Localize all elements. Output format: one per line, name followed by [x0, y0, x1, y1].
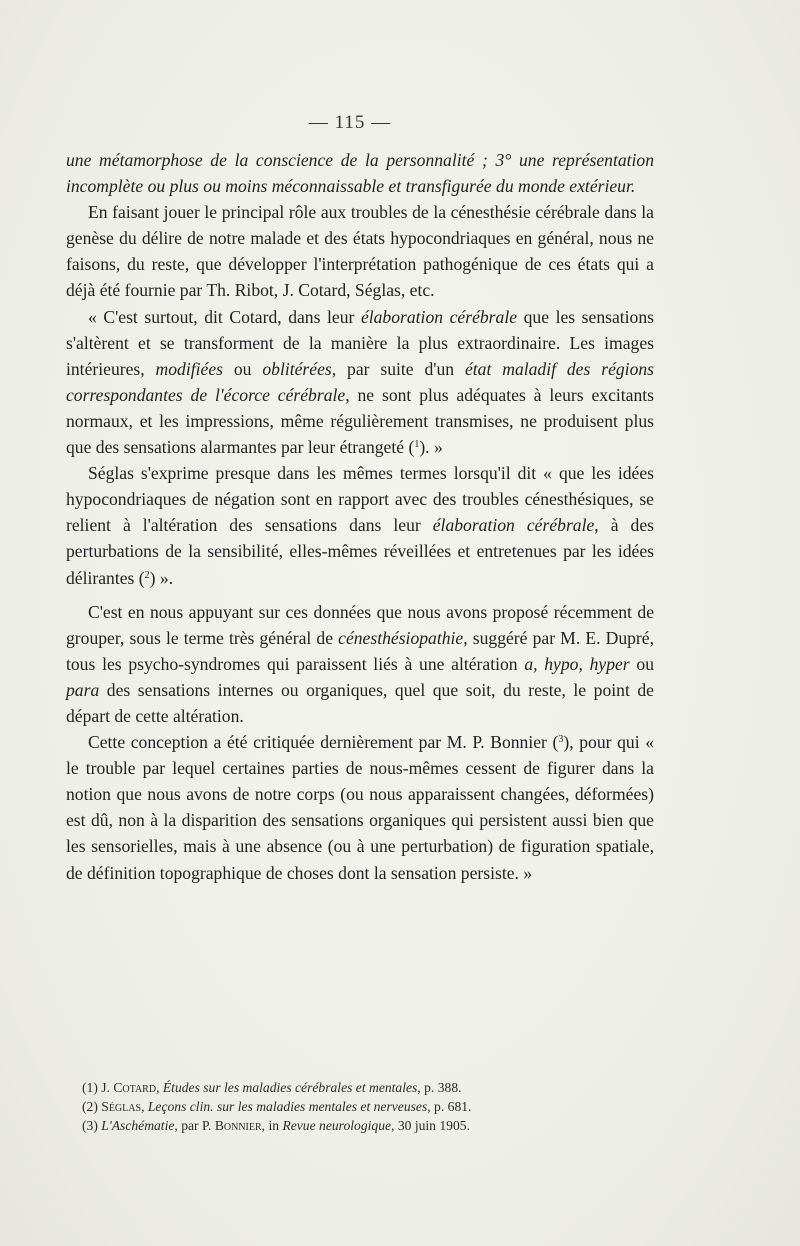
italic-text: modifiées [155, 358, 223, 379]
italic-text: oblitérées [262, 358, 332, 379]
paragraph-3 [66, 304, 654, 461]
italic-text: une métamorphose de la conscience de la personnalité ; 3° une représentation incomplète ou plus ou moins méconnaissable et transfigurée du monde extérieur. [66, 150, 654, 197]
footnote-title: Leçons clin. sur les maladies mentales et nerveuses [147, 1099, 428, 1114]
italic-text: cénesthésiopathie [338, 627, 464, 648]
text-run: En faisant jouer le principal rôle aux troubles de la cénesthésie cérébrale dans la genèse du délire de notre malade et des états hypocondriaques en général, nous ne faisons, du reste, que développer l'interprétation pathogénique de ces états qui a déjà été fournie par Th. Ribot, J. Cotard, Séglas, etc. [66, 202, 654, 301]
text-run: que les sensations s'altèrent et se transforment de la manière la plus extraordinaire. Les images intérieures, [66, 306, 655, 379]
footnote-title: Études sur les maladies cérébrales et mentales [162, 1080, 418, 1095]
footnote-3 [82, 1116, 682, 1135]
footnote-number: (3) [82, 1118, 98, 1133]
paragraph-5 [66, 599, 654, 729]
footnote-author: Séglas [101, 1099, 142, 1114]
italic-text: état maladif des régions correspondantes de l'écorce cérébrale [66, 358, 655, 405]
text-run: ou [222, 358, 263, 379]
footnote-ref-2[interactable]: 2 [144, 569, 150, 581]
text-run: ou [629, 653, 654, 674]
text-run: Cette conception a été critiquée dernièrement par M. P. Bonnier ( [88, 732, 559, 753]
footnote-rest: , p. 681. [427, 1099, 472, 1114]
text-run: des sensations internes ou organiques, quel que soit, du reste, le point de départ de cette altération. [66, 679, 654, 726]
footnote-rest: , 30 juin 1905. [391, 1118, 470, 1133]
footnote-author: Bonnier [214, 1118, 262, 1133]
text-run: ), pour qui « le trouble par lequel certaines parties de nous-mêmes cessent de figurer dans la notion que nous avons de notre corps (ou nous apparaissent changées, déformées) est dû, non à la disparition des sensations organiques qui persistent aussi bien que les sensorielles, mais à une absence (ou à une perturbation) de figuration spatiale, de définition topographique de choses dont la sensation persiste. » [66, 732, 654, 883]
footnote-ref-1[interactable]: 1 [414, 439, 420, 451]
footnote-rest: , p. 388. [417, 1080, 462, 1095]
footnote-text: , par P. [174, 1118, 215, 1133]
footnote-1: (1) J. Cotard, Études sur les maladies cérébrales et mentales, p. 388. [82, 1080, 462, 1095]
text-run: « C'est surtout, dit Cotard, dans leur [88, 306, 361, 327]
footnotes [82, 1078, 682, 1135]
text-run: Séglas s'exprime presque dans les mêmes termes lorsqu'il dit « que les idées hypocondriaques de négation sont en rapport avec des troubles cénesthésiques, se relient à l'altération des sensations dans leur [66, 463, 654, 536]
paragraph-1 [66, 147, 654, 199]
main-text [66, 147, 654, 886]
footnote-2: (2) Séglas, Leçons clin. sur les maladies mentales et nerveuses, p. 681. [82, 1099, 472, 1114]
text-run: ) ». [149, 567, 174, 588]
footnote-number: (2) [82, 1099, 98, 1114]
text-run: , par suite d'un [331, 358, 465, 379]
text-run: , ne sont plus adéquates à leurs excitants normaux, et les impressions, même régulièrement transmises, ne produisent plus que des sensations alarmantes par leur étrangeté ( [66, 384, 655, 458]
footnote-ref-3[interactable]: 3 [558, 734, 564, 746]
italic-text: élaboration cérébrale [360, 306, 518, 327]
paragraph-4 [66, 460, 654, 590]
text-run: , suggéré par M. E. Dupré, tous les psycho-syndromes qui paraissent liés à une altération [66, 627, 655, 674]
text-run: , à des perturbations de la sensibilité, elles-mêmes réveillées et entretenues par les idées délirantes ( [66, 515, 654, 588]
italic-text: a, hypo, hyper [524, 653, 630, 674]
text-run: C'est en nous appuyant sur ces données que nous avons proposé récemment de grouper, sous le terme très général de [66, 601, 654, 648]
footnote-author: J. Cotard [101, 1080, 157, 1095]
italic-text: élaboration cérébrale [432, 515, 595, 536]
footnote-title: L'Aschématie [101, 1118, 175, 1133]
footnote-number: (1) [82, 1080, 98, 1095]
italic-text: para [66, 679, 100, 700]
paragraph-2 [66, 199, 654, 303]
footnote-journal: Revue neurologique [282, 1118, 392, 1133]
text-run: ). » [419, 437, 443, 458]
footnote-text: , in [261, 1118, 283, 1133]
paragraph-6 [66, 729, 654, 886]
page-number: — 115 — [308, 112, 392, 133]
